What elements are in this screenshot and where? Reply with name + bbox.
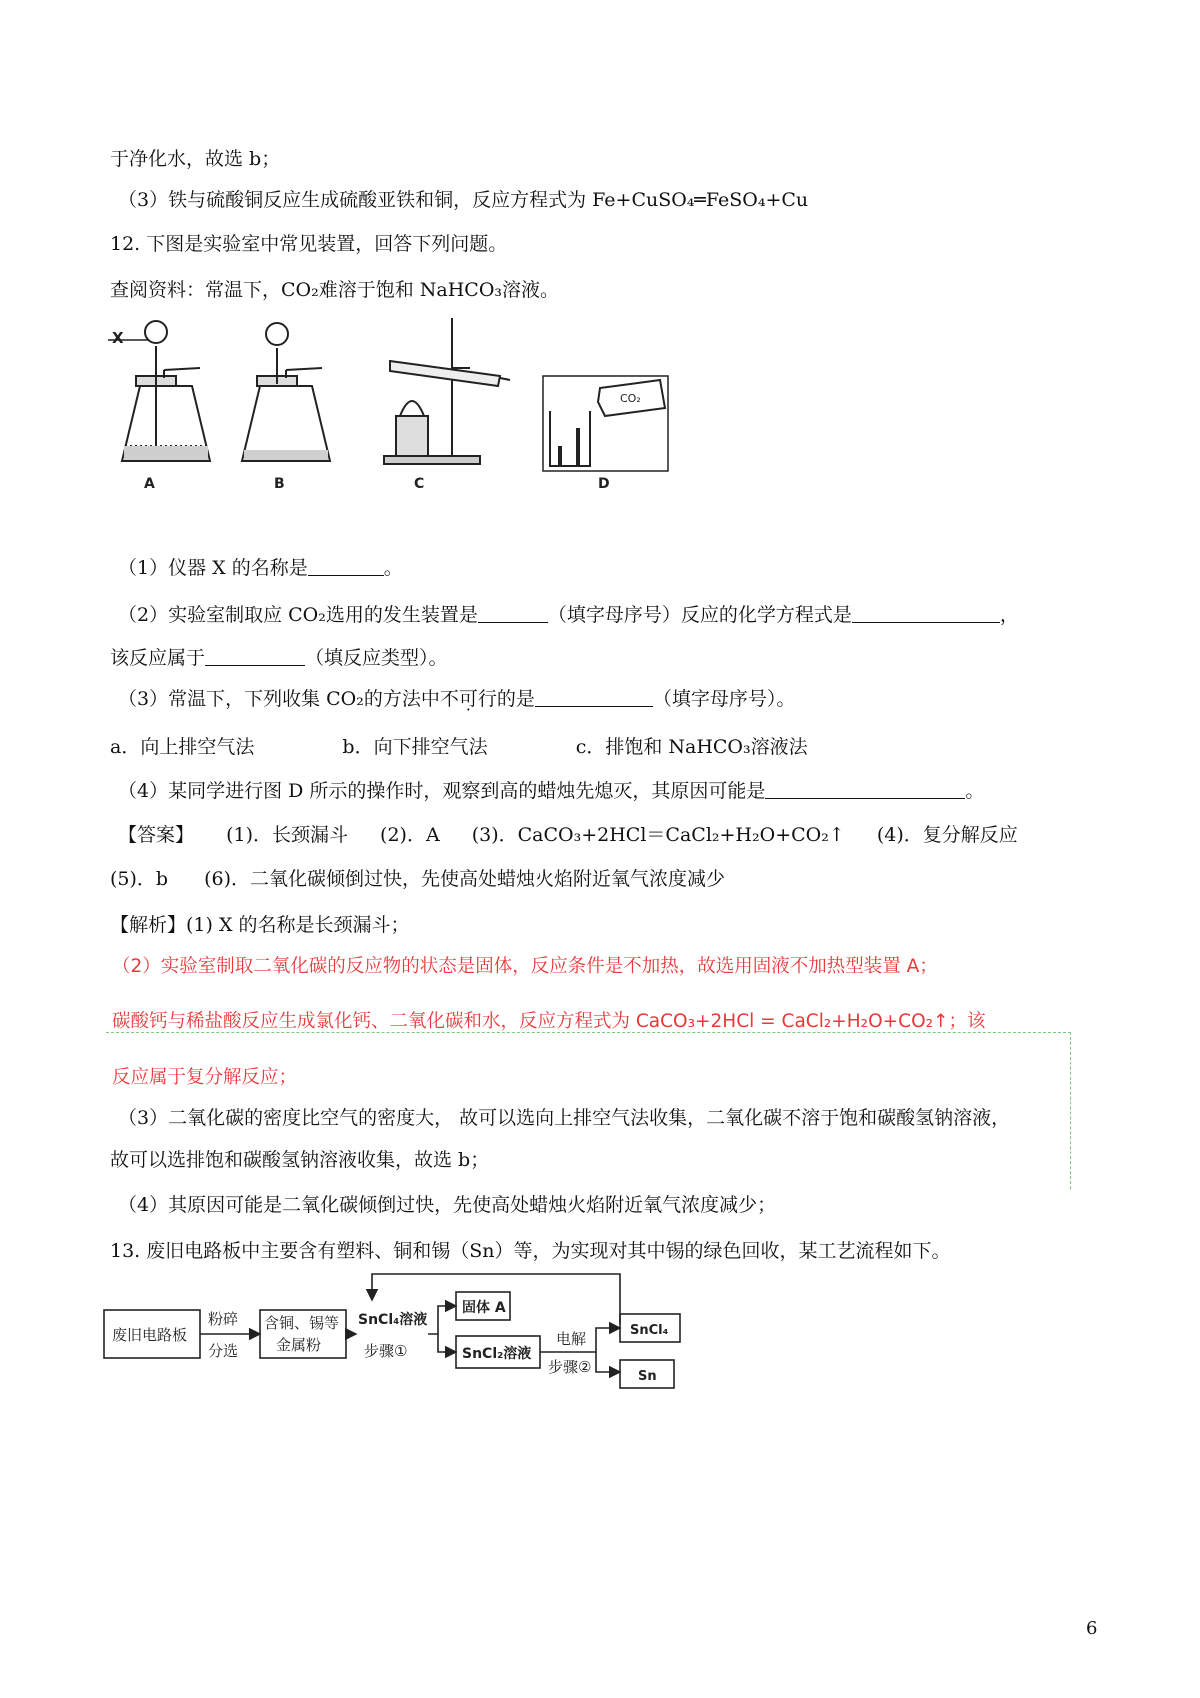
analysis-3-line-2: 故可以选排饱和碳酸氢钠溶液收集，故选 b； xyxy=(110,1149,490,1171)
process-flow-diagram xyxy=(100,1266,700,1396)
flow-sncl2-solution: SnCl₂溶液 xyxy=(462,1346,532,1362)
flow-sncl4: SnCl₄ xyxy=(630,1323,669,1338)
text-line: 于净化水，故选 b； xyxy=(110,148,281,170)
label-c: C xyxy=(414,476,425,492)
question-2: （2）实验室制取应 CO₂选用的发生装置是 （填字母序号）反应的化学方程式是 ， xyxy=(118,604,1019,626)
question-3: （3）常温下，下列收集 CO₂的方法中不可行的是 （填字母序号）。 xyxy=(118,688,796,710)
flow-solid-a: 固体 A xyxy=(462,1300,506,1316)
question-2-cont: 该反应属于 （填反应类型）。 xyxy=(110,647,448,669)
flow-electrolysis: 电解 xyxy=(556,1330,587,1348)
question-12-title: 12. 下图是实验室中常见装置，回答下列问题。 xyxy=(110,233,508,255)
flow-box-metal-top: 含铜、锡等 xyxy=(264,1314,340,1332)
text-line: （3）铁与硫酸铜反应生成硫酸亚铁和铜，反应方程式为 Fe+CuSO₄═FeSO₄+Cu xyxy=(118,189,809,211)
flow-step-sort: 分选 xyxy=(208,1342,239,1360)
analysis-2-line-2: 碳酸钙与稀盐酸反应生成氯化钙、二氧化碳和水，反应方程式为 CaCO₃+2HCl = CaCl₂+H₂O+CO₂↑；该 xyxy=(112,1011,986,1032)
apparatus-b xyxy=(242,323,330,461)
label-a: A xyxy=(144,476,155,492)
question-3-options: a．向上排空气法 b．向下排空气法 c．排饱和 NaHCO₃溶液法 xyxy=(110,736,808,758)
question-1: （1）仪器 X 的名称是 。 xyxy=(118,557,403,579)
flow-sn: Sn xyxy=(638,1369,657,1384)
flow-step-2: 步骤② xyxy=(548,1358,592,1376)
label-x: X xyxy=(112,329,124,347)
answer-line-1: 【答案】 (1)．长颈漏斗 (2)．A (3)．CaCO₃+2HCl＝CaCl₂+H₂O+CO₂↑ (4)．复分解反应 xyxy=(118,824,1018,846)
flow-sncl4-solution: SnCl₄溶液 xyxy=(358,1312,428,1328)
analysis-1: 【解析】(1) X 的名称是长颈漏斗； xyxy=(110,914,410,936)
analysis-2-line-1: （2）实验室制取二氧化碳的反应物的状态是固体，反应条件是不加热，故选用固液不加热型装置 A； xyxy=(112,956,938,977)
analysis-2-line-3: 反应属于复分解反应； xyxy=(112,1067,298,1088)
flow-box-circuit-board: 废旧电路板 xyxy=(112,1326,188,1344)
flow-box-metal-bottom: 金属粉 xyxy=(276,1336,322,1354)
apparatus-figure xyxy=(100,316,680,506)
analysis-4: （4）其原因可能是二氧化碳倾倒过快，先使高处蜡烛火焰附近氧气浓度减少； xyxy=(118,1194,777,1216)
page-number: 6 xyxy=(1086,1618,1098,1639)
answer-line-2: (5)．b (6)．二氧化碳倾倒过快，先使高处蜡烛火焰附近氧气浓度减少 xyxy=(110,868,726,890)
co2-bottle-label: CO₂ xyxy=(620,392,641,405)
question-13-title: 13. 废旧电路板中主要含有塑料、铜和锡（Sn）等，为实现对其中锡的绿色回收，某工艺流程如下。 xyxy=(110,1240,951,1262)
apparatus-d xyxy=(543,376,668,471)
flow-step-crush: 粉碎 xyxy=(208,1310,239,1328)
reference-note: 查阅资料：常温下，CO₂难溶于饱和 NaHCO₃溶液。 xyxy=(110,279,560,301)
apparatus-c xyxy=(384,318,510,464)
label-b: B xyxy=(274,476,285,492)
question-4: （4）某同学进行图 D 所示的操作时，观察到高的蜡烛先熄灭，其原因可能是 。 xyxy=(118,780,985,802)
analysis-3-line-1: （3）二氧化碳的密度比空气的密度大， 故可以选向上排空气法收集，二氧化碳不溶于饱和碳酸氢钠溶液， xyxy=(118,1107,1011,1129)
flow-step-1: 步骤① xyxy=(364,1342,408,1360)
label-d: D xyxy=(598,476,610,492)
